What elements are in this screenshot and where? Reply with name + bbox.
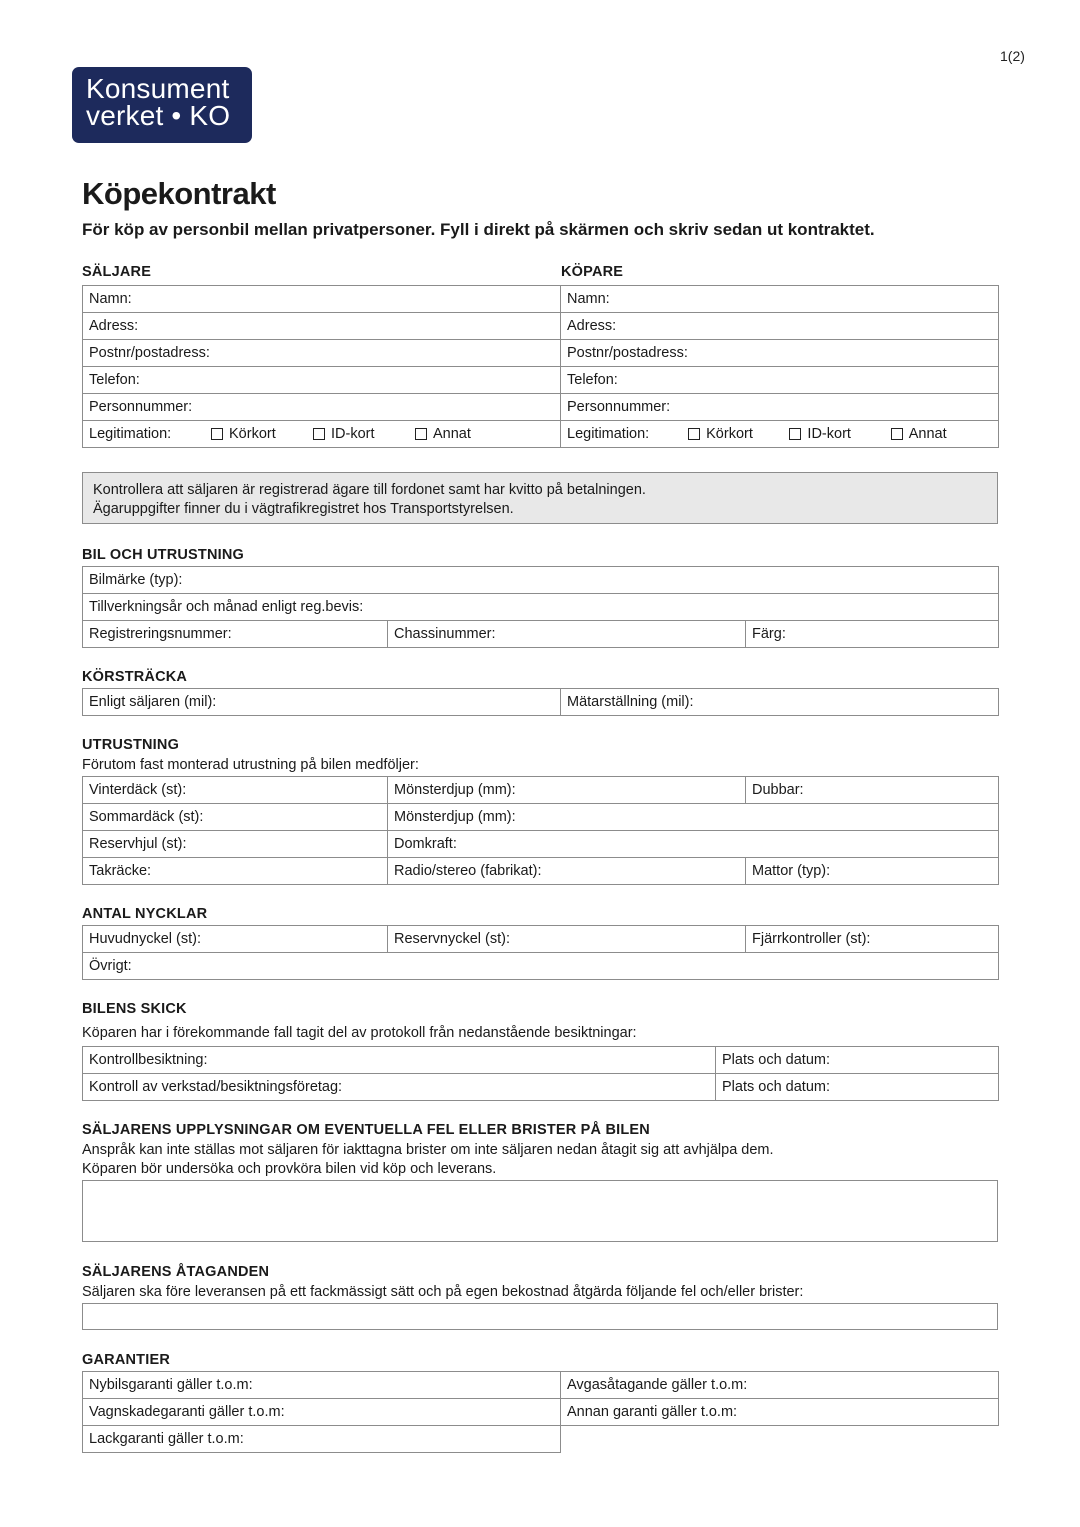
page-number: 1(2) xyxy=(1000,48,1025,64)
buyer-heading: KÖPARE xyxy=(561,264,624,280)
equipment-heading: UTRUSTNING xyxy=(82,737,180,753)
paint-warranty-field[interactable]: Lackgaranti gäller t.o.m: xyxy=(83,1426,561,1453)
seller-check-annat[interactable] xyxy=(415,426,517,442)
option-label: Annat xyxy=(433,426,471,442)
keys-table xyxy=(82,925,999,980)
workshop-inspection-field[interactable]: Kontroll av verkstad/besiktningsföretag: xyxy=(83,1074,716,1101)
remotes-field[interactable]: Fjärrkontroller (st): xyxy=(746,926,999,953)
car-year-field[interactable]: Tillverkningsår och månad enligt reg.bevis: xyxy=(83,594,999,621)
checkbox-icon[interactable] xyxy=(789,428,801,440)
defects-textarea[interactable] xyxy=(82,1180,998,1242)
seller-check-id-kort[interactable] xyxy=(313,426,415,442)
seller-personal-number-field[interactable]: Personnummer: xyxy=(83,394,561,421)
emissions-warranty-field[interactable]: Avgasåtagande gäller t.o.m: xyxy=(561,1372,999,1399)
document-subtitle: För köp av personbil mellan privatpersoner. Fyll i direkt på skärmen och skriv sedan ut kontraktet. xyxy=(82,220,875,239)
notice-box xyxy=(82,472,998,524)
commitments-heading: SÄLJARENS ÅTAGANDEN xyxy=(82,1264,270,1280)
keys-heading: ANTAL NYCKLAR xyxy=(82,906,208,922)
odometer-field[interactable]: Mätarställning (mil): xyxy=(561,689,999,716)
buyer-check-korkort[interactable] xyxy=(688,426,789,442)
car-table xyxy=(82,566,999,648)
checkbox-icon[interactable] xyxy=(313,428,325,440)
buyer-phone-field[interactable]: Telefon: xyxy=(561,367,999,394)
summer-tires-field[interactable]: Sommardäck (st): xyxy=(83,804,388,831)
condition-heading: BILENS SKICK xyxy=(82,1001,187,1017)
checkbox-icon[interactable] xyxy=(891,428,903,440)
studs-field[interactable]: Dubbar: xyxy=(746,777,999,804)
winter-tires-field[interactable]: Vinterdäck (st): xyxy=(83,777,388,804)
warranties-table xyxy=(82,1371,999,1453)
condition-table xyxy=(82,1046,999,1101)
buyer-legitimation-label: Legitimation: xyxy=(567,426,650,442)
mileage-heading: KÖRSTRÄCKA xyxy=(82,669,188,685)
defects-line-1: Anspråk kan inte ställas mot säljaren för iakttagna brister om inte säljaren nedan åtagit sig att avhjälpa dem. xyxy=(82,1142,774,1158)
option-label: Körkort xyxy=(229,426,276,442)
condition-description: Köparen har i förekommande fall tagit del av protokoll från nedanstående besiktningar: xyxy=(82,1025,637,1041)
buyer-check-annat[interactable] xyxy=(891,426,992,442)
spare-wheel-field[interactable]: Reservhjul (st): xyxy=(83,831,388,858)
chassis-number-field[interactable]: Chassinummer: xyxy=(388,621,746,648)
checkbox-icon[interactable] xyxy=(415,428,427,440)
buyer-address-field[interactable]: Adress: xyxy=(561,313,999,340)
main-key-field[interactable]: Huvudnyckel (st): xyxy=(83,926,388,953)
keys-other-field[interactable]: Övrigt: xyxy=(83,953,999,980)
mats-field[interactable]: Mattor (typ): xyxy=(746,858,999,885)
commitments-textarea[interactable] xyxy=(82,1303,998,1330)
logo-line-2: verket • KO xyxy=(86,100,231,131)
buyer-postal-field[interactable]: Postnr/postadress: xyxy=(561,340,999,367)
seller-heading: SÄLJARE xyxy=(82,264,152,280)
option-label: ID-kort xyxy=(331,426,375,442)
spare-key-field[interactable]: Reservnyckel (st): xyxy=(388,926,746,953)
warranties-heading: GARANTIER xyxy=(82,1352,170,1368)
inspection-field[interactable]: Kontrollbesiktning: xyxy=(83,1047,716,1074)
jack-field[interactable]: Domkraft: xyxy=(388,831,999,858)
color-field[interactable]: Färg: xyxy=(746,621,999,648)
seller-address-field[interactable]: Adress: xyxy=(83,313,561,340)
car-heading: BIL OCH UTRUSTNING xyxy=(82,547,245,563)
seller-legitimation-row xyxy=(83,421,561,448)
buyer-name-field[interactable]: Namn: xyxy=(561,286,999,313)
equipment-table xyxy=(82,776,999,885)
notice-line-1: Kontrollera att säljaren är registrerad ägare till fordonet samt har kvitto på betalningen. xyxy=(93,482,646,498)
logo-line-1: Konsument xyxy=(86,73,230,104)
new-car-warranty-field[interactable]: Nybilsgaranti gäller t.o.m: xyxy=(83,1372,561,1399)
commitments-description: Säljaren ska före leveransen på ett fackmässigt sätt och på egen bekostnad åtgärda följande fel och/eller brister: xyxy=(82,1284,804,1300)
konsumentverket-logo xyxy=(72,67,252,143)
seller-check-korkort[interactable] xyxy=(211,426,313,442)
winter-tread-depth-field[interactable]: Mönsterdjup (mm): xyxy=(388,777,746,804)
workshop-place-date-field[interactable]: Plats och datum: xyxy=(716,1074,999,1101)
seller-name-field[interactable]: Namn: xyxy=(83,286,561,313)
summer-tread-depth-field[interactable]: Mönsterdjup (mm): xyxy=(388,804,999,831)
parties-table xyxy=(82,285,999,448)
other-warranty-field[interactable]: Annan garanti gäller t.o.m: xyxy=(561,1399,999,1426)
mileage-table xyxy=(82,688,999,716)
roof-rack-field[interactable]: Takräcke: xyxy=(83,858,388,885)
checkbox-icon[interactable] xyxy=(688,428,700,440)
radio-field[interactable]: Radio/stereo (fabrikat): xyxy=(388,858,746,885)
defects-heading: SÄLJARENS UPPLYSNINGAR OM EVENTUELLA FEL ELLER BRISTER PÅ BILEN xyxy=(82,1122,650,1138)
empty-cell xyxy=(561,1426,999,1453)
notice-line-2: Ägaruppgifter finner du i vägtrafikregistret hos Transportstyrelsen. xyxy=(93,501,514,517)
option-label: Körkort xyxy=(706,426,753,442)
seller-phone-field[interactable]: Telefon: xyxy=(83,367,561,394)
buyer-check-id-kort[interactable] xyxy=(789,426,890,442)
defects-line-2: Köparen bör undersöka och provköra bilen vid köp och leverans. xyxy=(82,1161,497,1177)
buyer-legitimation-row xyxy=(561,421,999,448)
seller-postal-field[interactable]: Postnr/postadress: xyxy=(83,340,561,367)
option-label: Annat xyxy=(908,426,947,442)
equipment-description: Förutom fast monterad utrustning på bilen medföljer: xyxy=(82,757,419,773)
seller-legitimation-label: Legitimation: xyxy=(89,426,172,442)
option-label: ID-kort xyxy=(807,426,851,442)
checkbox-icon[interactable] xyxy=(211,428,223,440)
registration-number-field[interactable]: Registreringsnummer: xyxy=(83,621,388,648)
buyer-personal-number-field[interactable]: Personnummer: xyxy=(561,394,999,421)
document-title: Köpekontrakt xyxy=(82,176,276,211)
inspection-place-date-field[interactable]: Plats och datum: xyxy=(716,1047,999,1074)
mileage-seller-field[interactable]: Enligt säljaren (mil): xyxy=(83,689,561,716)
body-damage-warranty-field[interactable]: Vagnskadegaranti gäller t.o.m: xyxy=(83,1399,561,1426)
car-brand-field[interactable]: Bilmärke (typ): xyxy=(83,567,999,594)
